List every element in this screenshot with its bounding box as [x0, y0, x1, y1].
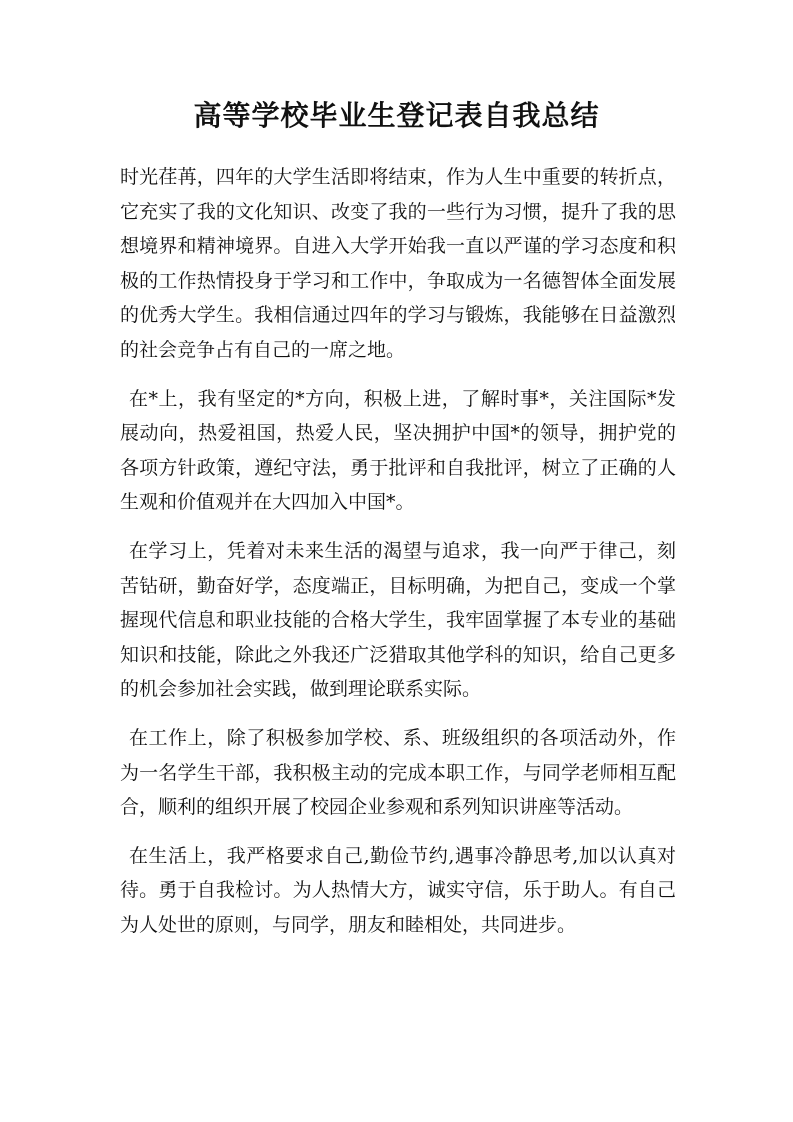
paragraph-politics: 在*上，我有坚定的*方向，积极上进，了解时事*，关注国际*发展动向，热爱祖国，热爱人民，坚决拥护中国*的领导，拥护党的各项方针政策，遵纪守法，勇于批评和自我批评，树立了正确的人生观和价值观并在大四加入中国*。	[120, 387, 676, 514]
paragraph-study: 在学习上，凭着对未来生活的渴望与追求，我一向严于律己，刻苦钻研，勤奋好学，态度端正，目标明确，为把自己，变成一个掌握现代信息和职业技能的合格大学生，我牢固掌握了本专业的基础知识和技能，除此之外我还广泛猎取其他学科的知识，给自己更多的机会参加社会实践，做到理论联系实际。	[120, 539, 676, 701]
document-body	[120, 160, 676, 956]
paragraph-intro: 时光荏苒，四年的大学生活即将结束，作为人生中重要的转折点，它充实了我的文化知识、改变了我的一些行为习惯，提升了我的思想境界和精神境界。自进入大学开始我一直以严谨的学习态度和积极的工作热情投身于学习和工作中，争取成为一名德智体全面发展的优秀大学生。我相信通过四年的学习与锻炼，我能够在日益激烈的社会竞争占有自己的一席之地。	[120, 166, 676, 361]
paragraph-life: 在生活上，我严格要求自己,勤俭节约,遇事冷静思考,加以认真对待。勇于自我检讨。为人热情大方，诚实守信，乐于助人。有自己为人处世的原则，与同学，朋友和睦相处，共同进步。	[120, 844, 676, 936]
paragraph-work: 在工作上，除了积极参加学校、系、班级组织的各项活动外，作为一名学生干部，我积极主动的完成本职工作，与同学老师相互配合，顺利的组织开展了校园企业参观和系列知识讲座等活动。	[120, 726, 676, 819]
document-title: 高等学校毕业生登记表自我总结	[193, 99, 600, 132]
